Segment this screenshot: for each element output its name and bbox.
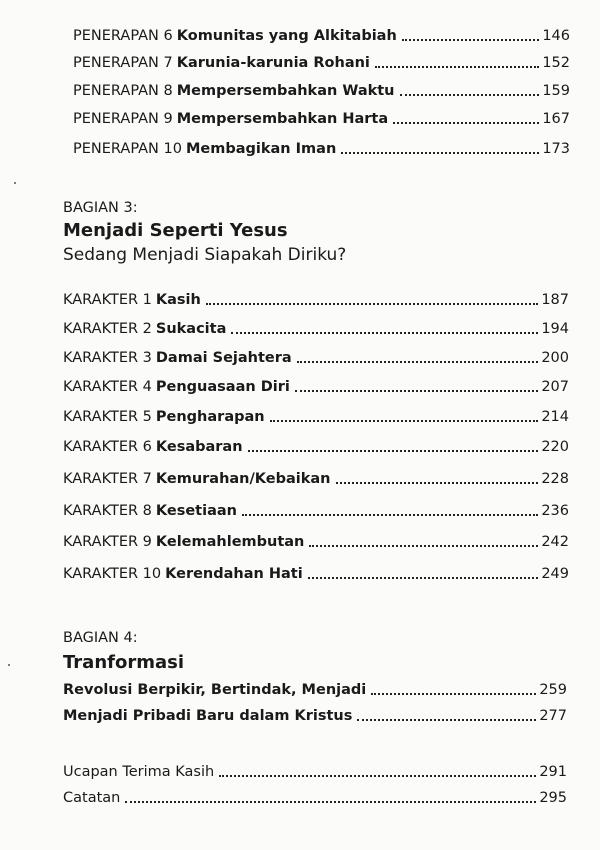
dot-leader [393, 122, 539, 124]
dot-leader [248, 450, 539, 452]
entry-page-number: 207 [541, 379, 569, 395]
section-label: BAGIAN 3: [63, 200, 138, 216]
toc-entry [63, 470, 569, 488]
toc-entry [63, 502, 569, 520]
dot-leader [297, 361, 539, 363]
entry-page-number: 159 [542, 83, 570, 99]
entry-title: Mempersembahkan Harta [176, 111, 389, 127]
entry-prefix: PENERAPAN 8 [73, 83, 173, 99]
entry-prefix: KARAKTER 6 [63, 439, 152, 455]
toc-entry [63, 291, 569, 309]
entry-page-number: 214 [541, 409, 569, 425]
section-label: BAGIAN 4: [63, 630, 138, 646]
dot-leader [206, 303, 538, 305]
dot-leader [270, 420, 539, 422]
entry-title: Mempersembahkan Waktu [176, 83, 395, 99]
dot-leader [402, 39, 540, 41]
entry-prefix: KARAKTER 7 [63, 471, 152, 487]
dot-leader [295, 390, 538, 392]
toc-entry [73, 27, 570, 45]
dot-leader [125, 801, 536, 803]
entry-prefix: KARAKTER 10 [63, 566, 162, 582]
entry-title: Sukacita [155, 321, 227, 337]
entry-page-number: 152 [542, 55, 570, 71]
entry-prefix: KARAKTER 5 [63, 409, 152, 425]
entry-title: Penguasaan Diri [155, 379, 290, 395]
entry-title: Pengharapan [155, 409, 265, 425]
entry-page-number: 242 [541, 534, 569, 550]
entry-page-number: 173 [542, 141, 570, 157]
toc-entry [73, 54, 570, 72]
entry-title: Membagikan Iman [185, 141, 337, 157]
entry-page-number: 277 [539, 708, 567, 724]
toc-entry [63, 707, 567, 725]
dot-leader [242, 514, 538, 516]
entry-page-number: 236 [541, 503, 569, 519]
entry-title: Kesetiaan [155, 503, 237, 519]
dot-leader [375, 66, 539, 68]
dot-leader [371, 693, 536, 695]
entry-title: Menjadi Pribadi Baru dalam Kristus [63, 708, 353, 724]
entry-prefix: KARAKTER 1 [63, 292, 152, 308]
entry-title: Catatan [63, 790, 121, 806]
entry-title: Kemurahan/Kebaikan [155, 471, 331, 487]
scan-speck [8, 664, 10, 666]
dot-leader [400, 94, 540, 96]
entry-prefix: PENERAPAN 7 [73, 55, 173, 71]
dot-leader [219, 775, 536, 777]
entry-prefix: KARAKTER 3 [63, 350, 152, 366]
entry-page-number: 167 [542, 111, 570, 127]
dot-leader [231, 332, 538, 334]
entry-prefix: PENERAPAN 10 [73, 141, 182, 157]
toc-entry [63, 378, 569, 396]
entry-page-number: 187 [541, 292, 569, 308]
entry-title: Karunia-karunia Rohani [176, 55, 370, 71]
dot-leader [336, 482, 539, 484]
entry-prefix: KARAKTER 9 [63, 534, 152, 550]
dot-leader [309, 545, 538, 547]
entry-title: Kesabaran [155, 439, 243, 455]
dot-leader [341, 152, 539, 154]
toc-entry [63, 438, 569, 456]
entry-prefix: KARAKTER 2 [63, 321, 152, 337]
toc-entry [63, 789, 567, 807]
toc-entry [63, 349, 569, 367]
entry-title: Kerendahan Hati [165, 566, 303, 582]
toc-entry [73, 110, 570, 128]
entry-page-number: 259 [539, 682, 567, 698]
entry-page-number: 200 [541, 350, 569, 366]
toc-entry [73, 82, 570, 100]
toc-entry [73, 140, 570, 158]
entry-title: Kasih [155, 292, 201, 308]
entry-page-number: 194 [541, 321, 569, 337]
section-subtitle: Sedang Menjadi Siapakah Diriku? [63, 245, 347, 265]
entry-title: Ucapan Terima Kasih [63, 764, 215, 780]
entry-prefix: KARAKTER 4 [63, 379, 152, 395]
entry-page-number: 146 [542, 28, 570, 44]
section-title: Tranformasi [63, 652, 184, 673]
toc-entry [63, 533, 569, 551]
entry-page-number: 220 [541, 439, 569, 455]
dot-leader [308, 577, 539, 579]
toc-entry [63, 565, 569, 583]
toc-entry [63, 408, 569, 426]
entry-page-number: 249 [541, 566, 569, 582]
entry-title: Komunitas yang Alkitabiah [176, 28, 397, 44]
entry-prefix: KARAKTER 8 [63, 503, 152, 519]
entry-prefix: PENERAPAN 9 [73, 111, 173, 127]
entry-title: Damai Sejahtera [155, 350, 292, 366]
entry-title: Revolusi Berpikir, Bertindak, Menjadi [63, 682, 367, 698]
entry-page-number: 228 [541, 471, 569, 487]
scan-speck [14, 182, 16, 184]
entry-page-number: 291 [539, 764, 567, 780]
entry-title: Kelemahlembutan [155, 534, 305, 550]
section-title: Menjadi Seperti Yesus [63, 220, 288, 241]
dot-leader [357, 719, 536, 721]
entry-prefix: PENERAPAN 6 [73, 28, 173, 44]
entry-page-number: 295 [539, 790, 567, 806]
toc-entry [63, 681, 567, 699]
toc-entry [63, 320, 569, 338]
toc-entry [63, 763, 567, 781]
